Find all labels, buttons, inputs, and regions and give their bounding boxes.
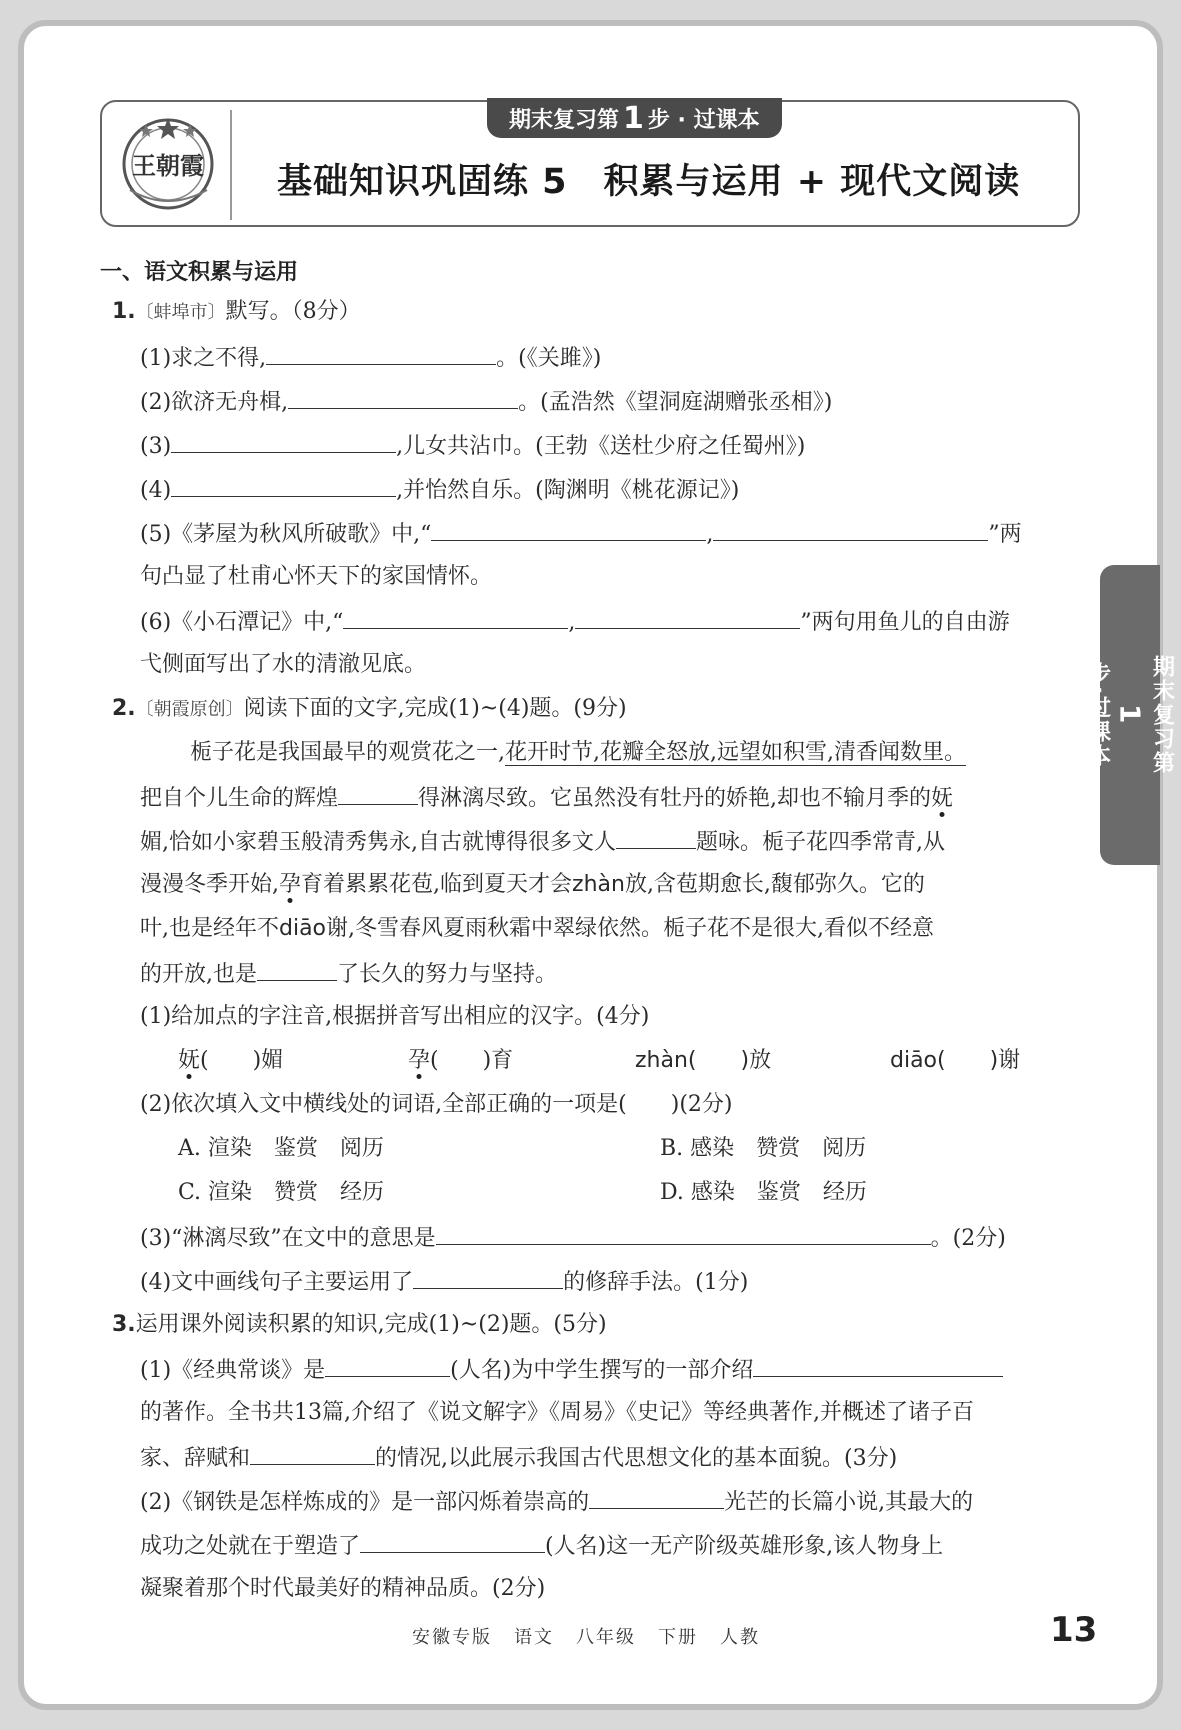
side-tab-suffix: 步·过课本: [1085, 661, 1111, 769]
q1-stem: [112, 297, 361, 328]
answer-blank[interactable]: [266, 342, 496, 365]
q3-text: 的情况,以此展示我国古代思想文化的基本面貌。(3分): [375, 1446, 898, 1471]
q2-source: 〔朝霞原创〕: [135, 699, 244, 720]
q2-sub-3: [140, 1222, 1006, 1254]
q3-text: (人名)为中学生撰写的一部介绍: [450, 1358, 754, 1383]
answer-blank[interactable]: [431, 518, 706, 541]
passage-text: 放,含苞期愈长,馥郁弥久。它的: [624, 872, 925, 897]
q2-sub-3-text: (3)“淋漓尽致”在文中的意思是: [140, 1226, 436, 1251]
answer-slot[interactable]: ( )媚: [200, 1048, 284, 1073]
footer-edition: 安徽专版: [412, 1627, 492, 1648]
q3-line-2: 的著作。全书共13篇,介绍了《说文解字》《周易》《史记》等经典著作,并概述了诸子百: [140, 1400, 974, 1425]
q3-line-5: [140, 1530, 943, 1562]
q3-number: 3.: [112, 1312, 136, 1337]
step-number: 1: [623, 100, 644, 136]
comma: ,: [568, 610, 576, 635]
q1-item-5-cont: 句凸显了杜甫心怀天下的家国情怀。: [140, 564, 493, 589]
section-title: 一、语文积累与运用: [100, 260, 299, 285]
answer-blank[interactable]: [713, 518, 988, 541]
q3-text: (2)《钢铁是怎样炼成的》是一部闪烁着崇高的: [140, 1490, 590, 1515]
q3-line-3: [140, 1442, 897, 1474]
q2-sub-1-b: [408, 1046, 513, 1076]
q1-item-2: [140, 386, 832, 418]
footer-grade: 八年级: [576, 1627, 636, 1648]
q1-number: 1.: [112, 299, 136, 324]
footer-volume: 下册: [658, 1627, 698, 1648]
q2-sub-4-points: 的修辞手法。(1分): [563, 1270, 749, 1295]
side-tab-number: 1: [1113, 704, 1147, 726]
q2-sub-4: [140, 1266, 748, 1298]
q1-item-1-text: (1)求之不得,: [140, 346, 267, 371]
q1-item-1: [140, 342, 601, 374]
passage-text: 媚,恰如小家碧玉般清秀隽永,自古就博得很多文人: [140, 830, 616, 855]
passage-text: 把自个儿生命的辉煌: [140, 786, 339, 811]
passage-text: 得淋漓尽致。它虽然没有牡丹的娇艳,却也不输月季的: [418, 786, 932, 811]
comma: ,: [706, 522, 714, 547]
passage-line-5: [140, 914, 934, 944]
q3-line-6: 凝聚着那个时代最美好的精神品质。(2分): [140, 1576, 546, 1601]
q2-number: 2.: [112, 696, 136, 721]
side-tab: [1085, 565, 1175, 865]
q2-sub-3-points: 。(2分): [930, 1226, 1006, 1251]
q1-text: 默写。（8分）: [225, 299, 361, 324]
q2-sub-1-c[interactable]: zhàn( )放: [635, 1048, 772, 1073]
q2-sub-1-a: [178, 1046, 283, 1076]
step-prefix: 期末复习第: [509, 107, 620, 133]
page-title: 基础知识巩固练 5 积累与运用 + 现代文阅读: [277, 162, 1021, 202]
passage-text: 谢,冬雪春风夏雨秋霜中翠绿依然。栀子花不是很大,看似不经意: [326, 916, 935, 941]
page-number: 13: [1050, 1610, 1098, 1650]
q1-item-6-cont: 弋侧面写出了水的清澈见底。: [140, 652, 427, 677]
option-d[interactable]: D. 感染 鉴赏 经历: [660, 1180, 867, 1205]
q1-item-1-source: 。(《关雎》): [496, 346, 602, 371]
option-c[interactable]: C. 渲染 赞赏 经历: [178, 1180, 385, 1205]
svg-text:王朝霞: 王朝霞: [132, 151, 204, 180]
passage-text: 题咏。栀子花四季常青,从: [696, 830, 945, 855]
answer-blank[interactable]: [753, 1354, 1003, 1377]
dotted-char: 妩: [178, 1048, 201, 1073]
passage-text: 漫漫冬季开始,: [140, 872, 279, 897]
passage-line-3: [140, 826, 945, 858]
q1-source: 〔蚌埠市〕: [135, 302, 226, 323]
option-a[interactable]: A. 渲染 鉴赏 阅历: [178, 1136, 384, 1161]
q3-stem: [112, 1310, 607, 1340]
side-tab-prefix: 期末复习第: [1149, 655, 1175, 775]
q1-item-5-text: (5)《茅屋为秋风所破歌》中,“: [140, 522, 432, 547]
dotted-char: 孕: [279, 872, 302, 897]
answer-blank[interactable]: [589, 1486, 724, 1509]
step-suffix: 步 · 过课本: [647, 107, 760, 133]
answer-blank[interactable]: [171, 430, 396, 453]
pinyin: diāo: [279, 916, 327, 941]
q2-stem: [112, 694, 627, 725]
q1-item-6-text: (6)《小石潭记》中,“: [140, 610, 344, 635]
passage-text: 的开放,也是: [140, 962, 257, 987]
q3-text: 成功之处就在于塑造了: [140, 1534, 361, 1559]
q1-item-2-source: 。(孟浩然《望洞庭湖赠张丞相》): [518, 390, 833, 415]
answer-blank[interactable]: [338, 782, 418, 805]
q3-text: (人名)这一无产阶级英雄形象,该人物身上: [545, 1534, 944, 1559]
option-b[interactable]: B. 感染 赞赏 阅历: [660, 1136, 867, 1161]
q2-sub-1: (1)给加点的字注音,根据拼音写出相应的汉字。(4分): [140, 1004, 650, 1029]
q3-line-4: [140, 1486, 973, 1518]
q3-text: (1)《经典常谈》是: [140, 1358, 326, 1383]
passage-line-1: [190, 738, 966, 768]
underlined-sentence: 花开时节,花瓣全怒放,远望如积雪,清香闻数里。: [505, 740, 966, 765]
passage-line-2: [140, 782, 953, 814]
q2-text: 阅读下面的文字,完成(1)~(4)题。(9分): [243, 696, 627, 721]
dotted-char: 妩: [931, 786, 954, 811]
brand-logo: [116, 112, 221, 217]
answer-blank[interactable]: [257, 958, 337, 981]
passage-line-6: [140, 958, 557, 990]
chapter-header: [100, 100, 1080, 227]
q3-text: 光芒的长篇小说,其最大的: [724, 1490, 974, 1515]
footer-subject: 语文: [514, 1627, 554, 1648]
q1-item-2-text: (2)欲济无舟楫,: [140, 390, 289, 415]
q2-sub-2: (2)依次填入文中横线处的词语,全部正确的一项是( )(2分): [140, 1092, 733, 1117]
q1-item-3-text: ,儿女共沾巾。(王勃《送杜少府之任蜀州》): [396, 434, 806, 459]
answer-blank[interactable]: [575, 606, 800, 629]
answer-blank[interactable]: [250, 1442, 375, 1465]
q1-item-4-label: (4): [140, 478, 172, 503]
answer-blank[interactable]: [616, 826, 696, 849]
q2-sub-4-text: (4)文中画线句子主要运用了: [140, 1270, 414, 1295]
answer-blank[interactable]: [436, 1222, 931, 1245]
passage-text: 叶,也是经年不: [140, 916, 279, 941]
footer-publisher: 人教: [720, 1627, 760, 1648]
passage-line-4: [140, 870, 925, 900]
q1-item-6: [140, 606, 1010, 638]
q1-item-3: [140, 430, 805, 462]
q3-text: 家、辞赋和: [140, 1446, 251, 1471]
answer-blank[interactable]: [171, 474, 396, 497]
passage-text: 栀子花是我国最早的观赏花之一,: [190, 740, 505, 765]
q1-item-5-tail: ”两: [988, 522, 1022, 547]
q3-text: 运用课外阅读积累的知识,完成(1)~(2)题。(5分): [135, 1312, 607, 1337]
step-tab: [487, 98, 782, 138]
q1-item-5: [140, 518, 1022, 550]
answer-blank[interactable]: [360, 1530, 545, 1553]
logo-divider: [230, 110, 232, 220]
answer-blank[interactable]: [413, 1266, 563, 1289]
passage-text: 育着累累花苞,临到夏天才会: [301, 872, 573, 897]
answer-blank[interactable]: [343, 606, 568, 629]
answer-blank[interactable]: [288, 386, 518, 409]
q1-item-4: [140, 474, 739, 506]
q2-sub-1-d[interactable]: diāo( )谢: [890, 1048, 1021, 1073]
footer: [412, 1623, 782, 1649]
answer-blank[interactable]: [325, 1354, 450, 1377]
q3-line-1: [140, 1354, 1003, 1386]
q1-item-6-tail: ”两句用鱼儿的自由游: [800, 610, 1010, 635]
q1-item-4-text: ,并怡然自乐。(陶渊明《桃花源记》): [396, 478, 740, 503]
pinyin: zhàn: [572, 872, 625, 897]
passage-text: 了长久的努力与坚持。: [337, 962, 558, 987]
q1-item-3-label: (3): [140, 434, 172, 459]
dotted-char: 孕: [408, 1048, 431, 1073]
answer-slot[interactable]: ( )育: [430, 1048, 514, 1073]
